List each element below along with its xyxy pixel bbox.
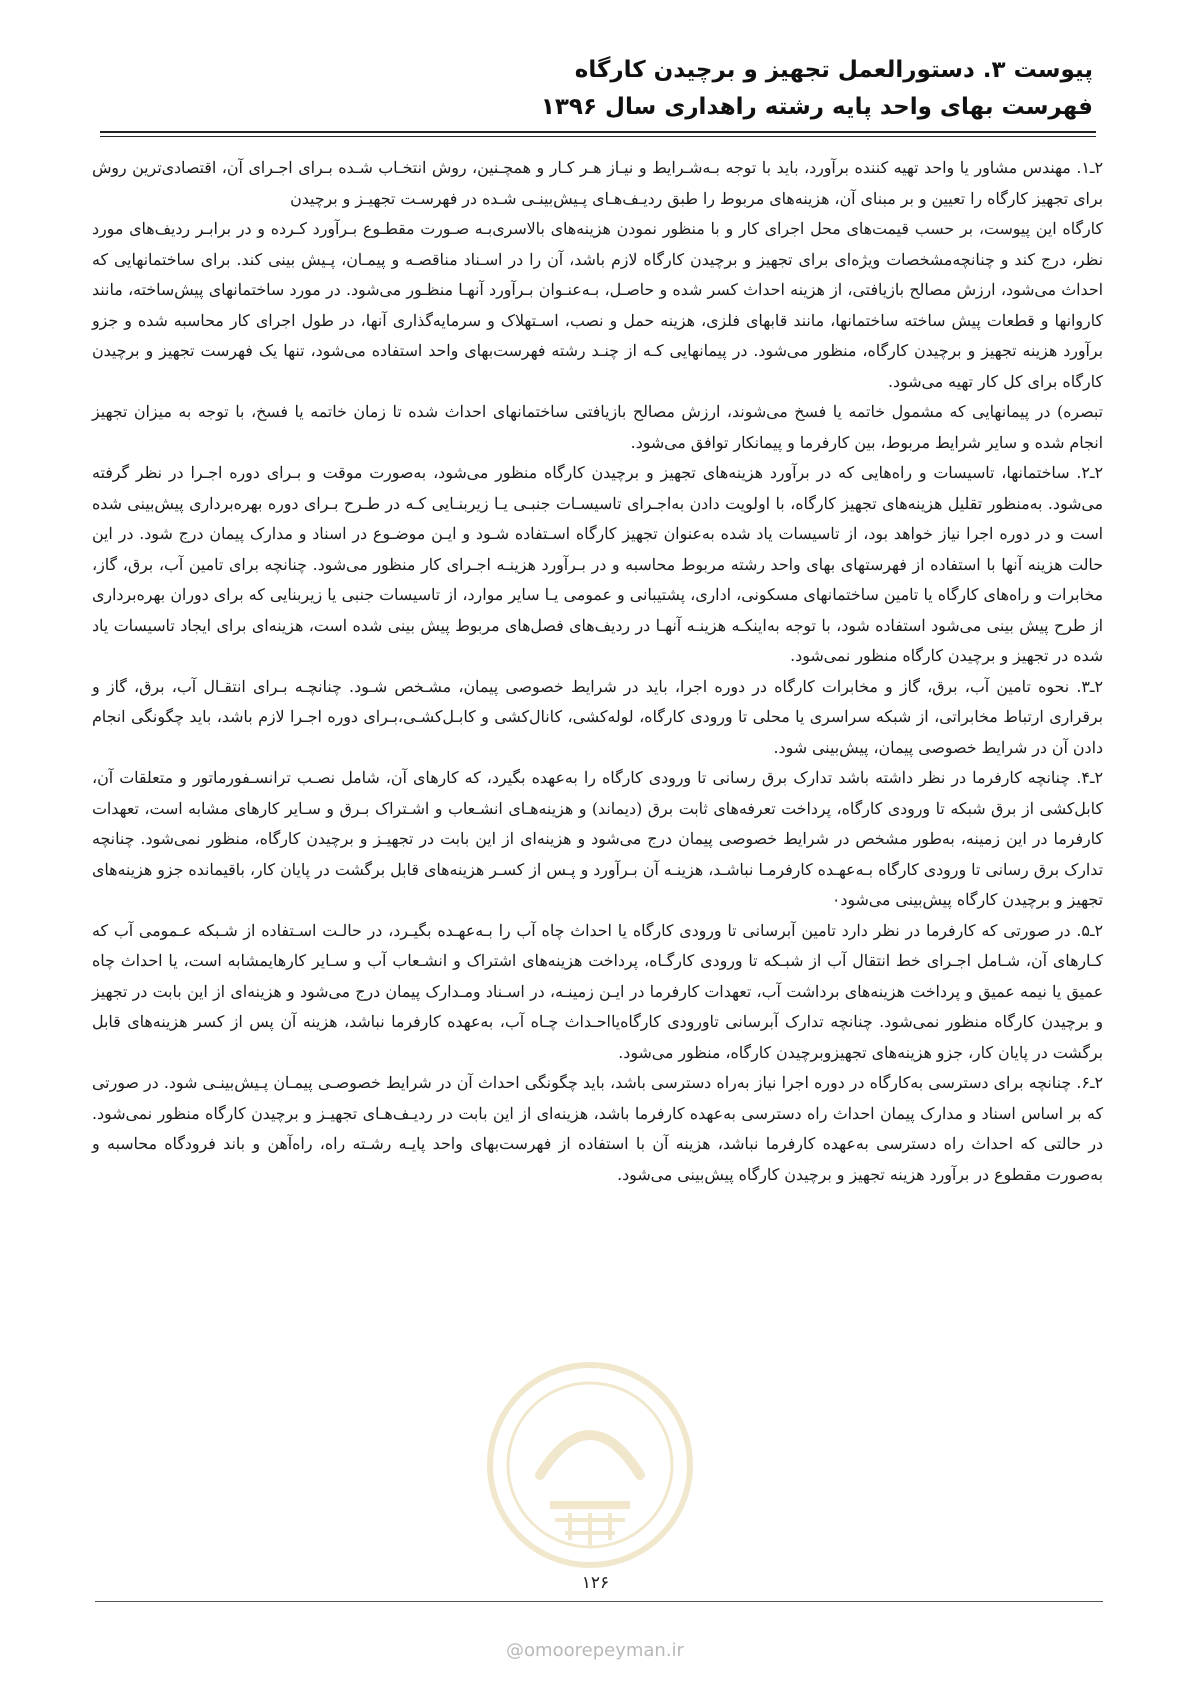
footer-rule bbox=[95, 1601, 1103, 1602]
page-number: ۱۲۶ bbox=[581, 1573, 610, 1593]
header-rule-thick bbox=[100, 131, 1096, 133]
header-title: پیوست ۳. دستورالعمل تجهیز و برچیدن کارگاه bbox=[574, 57, 1093, 83]
paragraph-2-5: ۲ـ۵. در صورتی که کارفرما در نظر دارد تامین آبرسانی تا ورودی کارگاه یا احداث چاه آب را بـه‌عهـده بگیـرد، در حالـت اسـتفاده از شـبکه عـمومی آب که کـارهای آن، شـامل اجـرای خط انتقال آب از شبـکه تا ورودی کارگـاه، پرداخت هزینه‌های اشتراک و انشـعاب آب و سـایر کارهایمشابه است، یا احداث چاه عمیق یا نیمه عمیق و پرداخت هزینه‌های برداشت آب، تعهدات کارفرما در ایـن زمینـه، در اسـناد ومـدارک پیمان درج می‌شود و هزینه‌ای از این بابت در تجهیز و برچیدن کارگاه منظور نمی‌شود. چنانچه تدارک آبرسانی تاورودی کارگاه‌یااحـداث چـاه آب، به‌عهده کارفرما نباشد، هزینه آن پس از کسر هزینه‌های قابل برگشت در پایان کار، جزو هزینه‌های تجهیزوبرچیدن کارگاه، منظور می‌شود. bbox=[92, 920, 1103, 1062]
paragraph-2-2: ۲ـ۲. ساختمانها، تاسیسات و راه‌هایی که در برآورد هزینه‌های تجهیز و برچیدن کارگاه منظور می‌شود، به‌صورت موقت و بـرای دوره اجـرا در نظر گرفته می‌شود. به‌منظور تقلیل هزینه‌های تجهیز کارگاه، با اولویت دادن به‌اجـرای تاسیسـات جنبـی یـا زیربنـایی کـه در طـرح بـرای دوره بهره‌برداری پیش‌بینی شده است و در دوره اجرا نیاز خواهد بود، از تاسیسات یاد شده به‌عنوان تجهیز کارگاه اسـتفاده شـود و ایـن موضـوع در اسناد و مدارک پیمان درج شود. در این حالت هزینه آنها با استفاده از فهرستهای بهای واحد رشته مربوط محاسبه و در بـرآورد هزینـه اجـرای کار منظور می‌شود. چنانچه برای تامین آب، برق، گاز، مخابرات و راه‌های کارگاه یا تامین ساختمانهای مسکونی، اداری، پشتیبانی و عمومی یـا سایر موارد، از تاسیسات جنبی یا زیربنایی که برای دوران بهره‌برداری از طرح پیش بینی می‌شود استفاده شود، با توجه به‌اینکـه هزینـه آنهـا در ردیف‌های فصل‌های مربوط پیش بینی شده است، هزینه‌ای برای ایجاد تاسیسات یاد شده در تجهیز و برچیدن کارگاه منظور نمی‌شود. bbox=[92, 463, 1104, 665]
header-subtitle: فهرست بهای واحد پایه رشته راهداری سال ۱۳۹۶ bbox=[540, 94, 1093, 120]
paragraph-2-1-cont: کارگاه این پیوست، بر حسب قیمت‌های محل اجرای کار و با منظور نمودن هزینه‌های بالاسری‌بـه صـورت مقطـوع بـرآورد کـرده و در برابـر ردیف‌های مورد نظر، درج کند و چنانچه‌مشخصات ویژه‌ای برای تجهیز و برچیدن کارگاه لازم باشد، آن را در اسـناد مناقصـه و پیمـان، پـیش بینی کند. برای ساختمانهایی که احداث می‌شود، ارزش مصالح بازیافتی، از هزینه احداث کسر شده و حاصـل، بـه‌عنـوان بـرآورد آنهـا منظـور می‌شود. در مورد ساختمانهای پیش‌ساخته، مانند کاروانها و قطعات پیش ساخته ساختمانها، مانند قابهای فلزی، هزینه حمل و نصب، اسـتهلاک و سرمایه‌گذاری آنها، در طول اجرای کار محاسبه شده و جزو برآورد هزینه تجهیز و برچیدن کارگاه، منظور می‌شود. در پیمانهایی کـه از چنـد رشته فهرست‌بهای واحد استفاده می‌شود، تنها یک فهرست تجهیز و برچیدن کارگاه برای کل کار تهیه می‌شود. bbox=[92, 219, 1103, 391]
header-rule-thin bbox=[100, 136, 1096, 137]
seal-watermark-icon bbox=[480, 1355, 700, 1575]
paragraph-2-3: ۲ـ۳. نحوه تامین آب، برق، گاز و مخابرات کارگاه در دوره اجرا، باید در شرایط خصوصی پیمان، مشـخص شـود. چنانچـه بـرای انتقـال آب، برق، گاز و برقراری ارتباط مخابراتی، از شبکه سراسری یا محلی تا ورودی کارگاه، لوله‌کشی، کانال‌کشی و کابـل‌کشـی،بـرای دوره اجـرا لازم باشد، باید چگونگی انجام دادن آن در شرایط خصوصی پیمان، پیش‌بینی شود. bbox=[92, 676, 1103, 757]
paragraph-2-1: ۲ـ۱. مهندس مشاور یا واحد تهیه کننده برآورد، باید با توجه بـه‌شـرایط و نیـاز هـر کـار و همچـنین، روش انتخـاب شـده بـرای اجـرای آن، اقتصادی‌ترین روش برای تجهیز کارگاه را تعیین و بر مبنای آن، هزینه‌های مربوط را طبق ردیـف‌هـای پـیش‌بینـی شـده در فهرسـت تجهیـز و برچیدن bbox=[92, 158, 1103, 208]
paragraph-2-4: ۲ـ۴. چنانچه کارفرما در نظر داشته باشد تدارک برق رسانی تا ورودی کارگاه را به‌عهده بگیرد، که کارهای آن، شامل نصـب ترانسـفورماتور و متعلقات آن، کابل‌کشی از برق شبکه تا ورودی کارگاه، پرداخت تعرفه‌های ثابت برق (دیماند) و هزینه‌هـای انشـعاب و اشـتراک بـرق و سـایر کارهای مشابه است، تعهدات کارفرما در این زمینه، به‌طور مشخص در شرایط خصوصی پیمان درج می‌شود و هزینه‌ای از این بابت در تجهیـز و برچیدن کارگاه، منظور نمی‌شود. چنانچه تدارک برق رسانی تا ورودی کارگاه بـه‌عهـده کارفرمـا نباشـد، هزینـه آن بـرآورد و پـس از کسـر هزینه‌های قابل برگشت در پایان کار، باقیمانده جزو هزینه‌های تجهیز و برچیدن کارگاه پیش‌بینی می‌شود٠ bbox=[92, 768, 1103, 909]
paragraph-note: تبصره) در پیمانهایی که مشمول خاتمه یا فسخ می‌شوند، ارزش مصالح بازیافتی ساختمانهای احداث شده تا زمان خاتمه یا فسخ، با توجه به میزان تجهیز انجام شده و سایر شرایط مربوط، بین کارفرما و پیمانکار توافق می‌شود. bbox=[92, 402, 1103, 452]
document-body bbox=[92, 153, 1103, 1190]
site-watermark: @omoorepeyman.ir bbox=[506, 1640, 684, 1661]
paragraph-2-6: ۲ـ۶. چنانچه برای دسترسی به‌کارگاه در دوره اجرا نیاز به‌راه دسترسی باشد، باید چگونگی احداث آن در شرایط خصوصـی پیمـان پـیش‌بینـی شود. در صورتی که بر اساس اسناد و مدارک پیمان احداث راه دسترسی به‌عهده کارفرما باشد، هزینه‌ای از این بابت در ردیـف‌هـای تجهیـز و برچیدن کارگاه منظور نمی‌شود. در حالتی که احداث راه دسترسی به‌عهده کارفرما نباشد، هزینه آن با استفاده از فهرست‌بهای واحد پایـه رشـته راه، راه‌آهن و باند فرودگاه محاسبه و به‌صورت مقطوع در برآورد هزینه تجهیز و برچیدن کارگاه پیش‌بینی می‌شود. bbox=[92, 1073, 1103, 1184]
page-header bbox=[93, 52, 1093, 126]
